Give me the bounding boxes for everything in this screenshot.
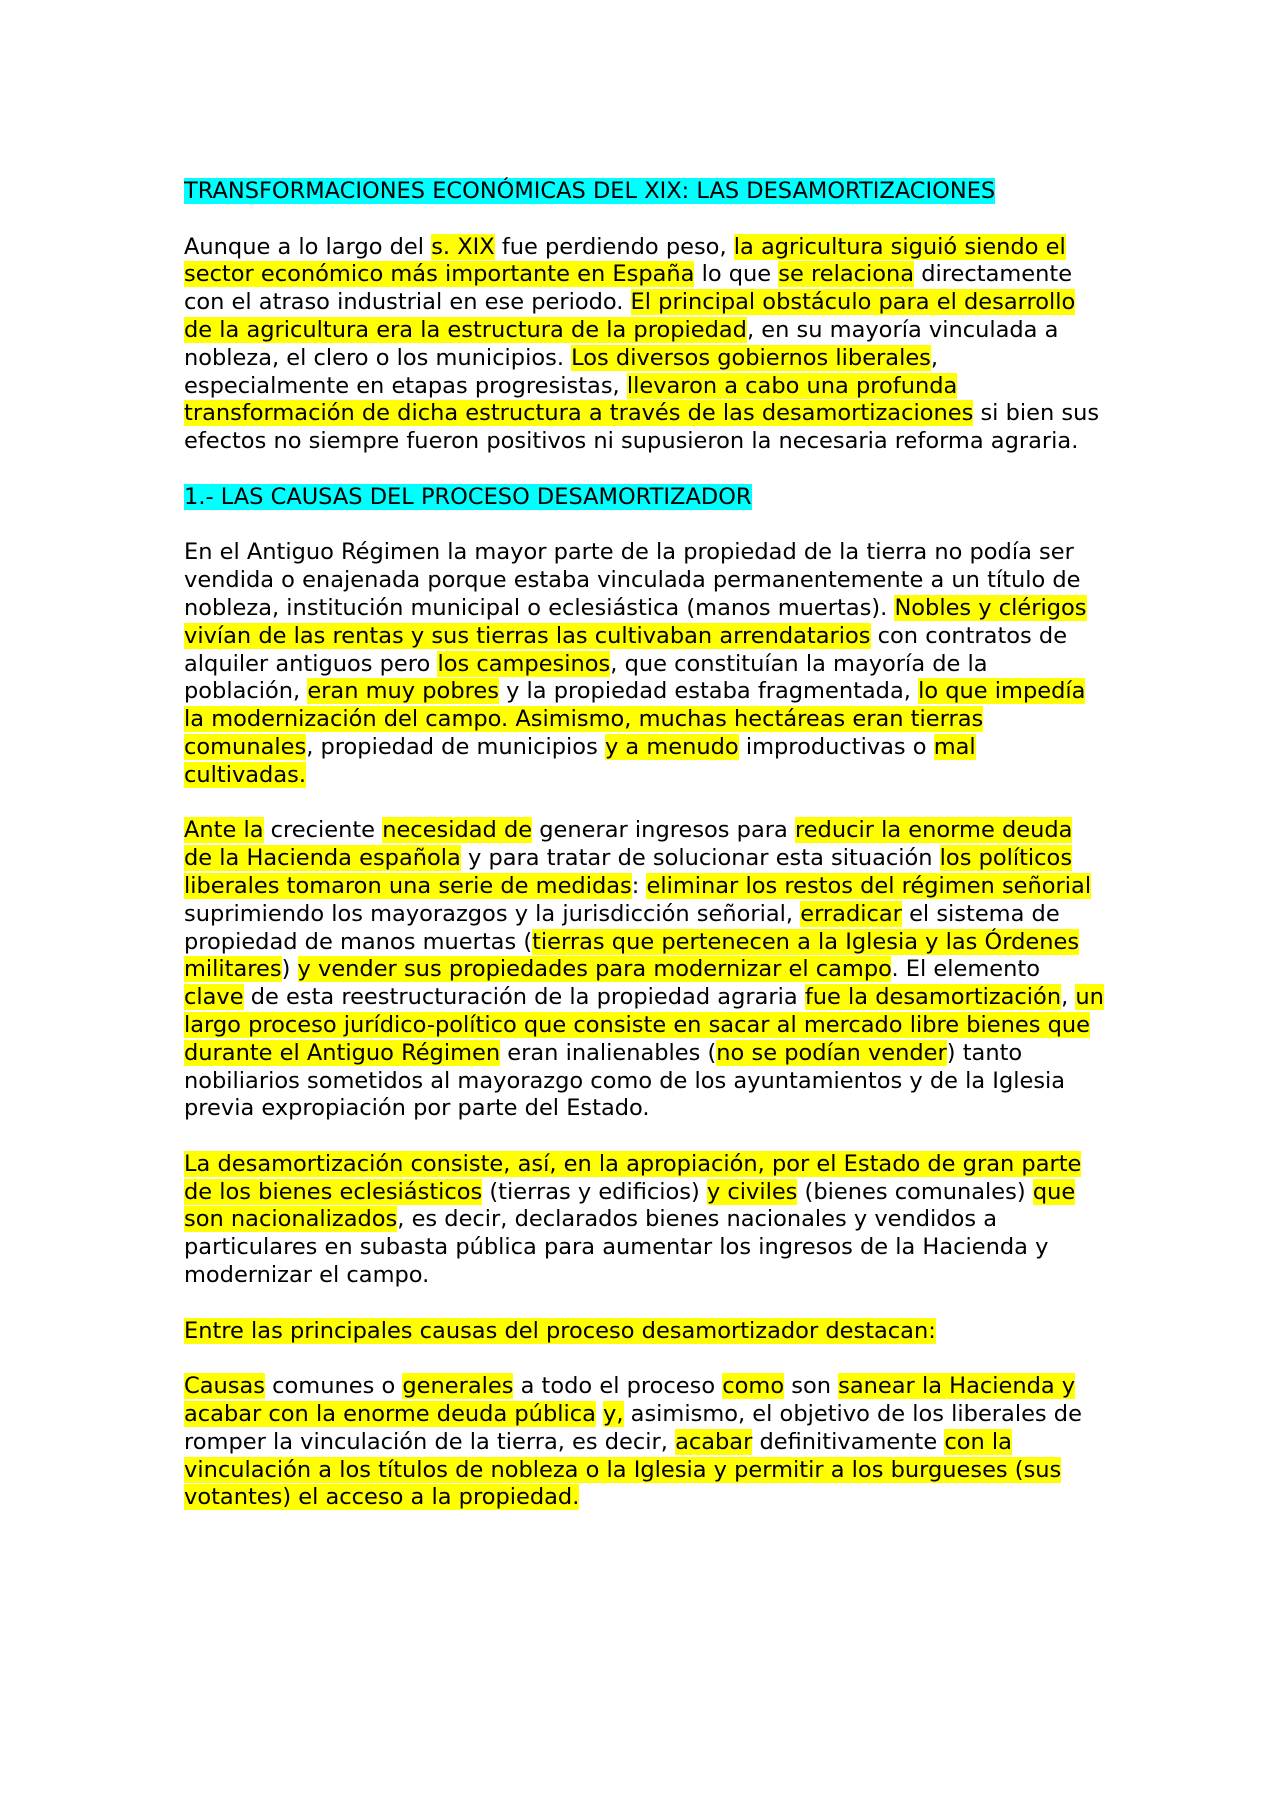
highlighted-text: lo que impedía la modernización del campo. Asimismo, muchas hectáreas eran tierras comunales <box>184 678 1086 760</box>
text-run: improductivas o <box>738 733 934 760</box>
text-run: , <box>1061 984 1076 1011</box>
definicion-paragraph <box>184 1151 1104 1290</box>
text-run: (bienes comunales) <box>797 1178 1033 1205</box>
text-run: definitivamente <box>752 1428 945 1455</box>
text-run: ) tanto nobiliarios sometidos al mayorazgo como de los ayuntamientos y de la Iglesia previa expropiación por parte del Estado. <box>184 1039 1066 1122</box>
highlighted-text: no se podían vender <box>716 1039 947 1066</box>
highlighted-text: La desamortización consiste, así, en la apropiación, por el Estado de gran parte de los bienes eclesiásticos <box>184 1150 1082 1205</box>
text-run: : <box>631 872 647 899</box>
principales-causas-paragraph <box>184 1318 1104 1346</box>
text-run: , especialmente en etapas progresistas, <box>184 344 939 399</box>
document-title-text: TRANSFORMACIONES ECONÓMICAS DEL XIX: LAS DESAMORTIZACIONES <box>184 178 996 204</box>
highlighted-text: llevaron a cabo una profunda transformación de dicha estructura a través de las desamortizaciones <box>184 372 974 427</box>
intro-paragraph <box>184 234 1104 456</box>
highlighted-text: Nobles y clérigos vivían de las rentas y sus tierras las cultivaban arrendatarios <box>184 594 1087 649</box>
section-heading-causas <box>184 484 1104 512</box>
text-run: generar ingresos para <box>532 817 795 844</box>
highlighted-text: sanear la Hacienda y acabar con la enorme deuda pública <box>184 1373 1076 1428</box>
highlighted-text: los políticos liberales tomaron una serie de medidas <box>184 845 1073 899</box>
document-title <box>184 178 1104 206</box>
highlighted-text: los campesinos <box>437 650 611 677</box>
text-run: si bien sus efectos no siempre fueron positivos ni supusieron la necesaria reforma agraria. <box>184 400 1100 455</box>
text-run: a todo el proceso <box>513 1373 723 1400</box>
highlighted-text: mal cultivadas. <box>184 733 976 788</box>
highlighted-text: clave <box>184 984 244 1011</box>
text-run: de esta reestructuración de la propiedad agraria <box>243 984 805 1011</box>
highlighted-text: eran muy pobres <box>307 678 499 705</box>
text-run: suprimiendo los mayorazgos y la jurisdicción señorial, <box>184 900 801 927</box>
highlighted-text: y vender sus propiedades para modernizar el campo <box>297 956 892 983</box>
text-run: , es decir, declarados bienes nacionales y vendidos a particulares en subasta pública para aumentar los ingresos de la Hacienda y modernizar el campo. <box>184 1206 1049 1289</box>
highlighted-text: como <box>722 1373 785 1400</box>
text-run: Aunque a lo largo del <box>184 233 432 260</box>
highlighted-text: Ante la <box>184 817 264 844</box>
text-run: lo que <box>694 261 779 288</box>
highlighted-text: Entre las principales causas del proceso desamortizador destacan: <box>184 1317 936 1344</box>
document-body <box>184 234 1104 1513</box>
text-run: , en su mayoría vinculada a nobleza, el clero o los municipios. <box>184 316 1059 371</box>
text-run: directamente con el atraso industrial en ese periodo. <box>184 261 1073 316</box>
text-run: son <box>784 1373 839 1400</box>
highlighted-text: la agricultura siguió siendo el sector económico más importante en España <box>184 233 1066 288</box>
section-heading-text: 1.- LAS CAUSAS DEL PROCESO DESAMORTIZADOR <box>184 483 752 510</box>
text-run: ) <box>281 956 298 983</box>
text-run: En el Antiguo Régimen la mayor parte de la propiedad de la tierra no podía ser vendida o enajenada porque estaba vinculada permanentemente a un título de nobleza, institución municipal o eclesiástica (manos muertas). <box>184 539 1081 621</box>
text-run: . El elemento <box>891 956 1040 983</box>
highlighted-text: un largo proceso jurídico-político que consiste en sacar al mercado libre bienes que durante el Antiguo Régimen <box>184 984 1104 1066</box>
highlighted-text: eliminar los restos del régimen señorial <box>646 872 1092 899</box>
text-run: y la propiedad estaba fragmentada, <box>498 678 919 705</box>
highlighted-text: generales <box>402 1373 514 1400</box>
highlighted-text: y a menudo <box>604 733 739 760</box>
highlighted-text: Los diversos gobiernos liberales <box>571 344 931 371</box>
antiguo-regimen-paragraph <box>184 539 1104 789</box>
highlighted-text: se relaciona <box>778 261 915 288</box>
highlighted-text: que son nacionalizados <box>184 1178 1076 1233</box>
text-run: , propiedad de municipios <box>306 733 605 760</box>
text-run: eran inalienables ( <box>500 1039 717 1066</box>
text-run <box>596 1401 603 1427</box>
highlighted-text: s. XIX <box>431 233 495 260</box>
text-run: fue perdiendo peso, <box>494 233 734 260</box>
highlighted-text: fue la desamortización <box>804 984 1062 1011</box>
text-run: el sistema de propiedad de manos muertas ( <box>184 900 1060 955</box>
document-page <box>184 178 1104 1540</box>
highlighted-text: y civiles <box>706 1178 798 1205</box>
highlighted-text: erradicar <box>800 900 902 927</box>
causas-comunes-paragraph <box>184 1373 1104 1512</box>
text-run: creciente <box>263 817 383 844</box>
text-run: (tierras y edificios) <box>482 1178 707 1205</box>
highlighted-text: Causas <box>184 1373 265 1400</box>
highlighted-text: El principal obstáculo para el desarrollo de la agricultura era la estructura de la propiedad <box>184 289 1076 343</box>
text-run: , que constituían la mayoría de la población, <box>184 650 988 705</box>
highlighted-text: y, <box>603 1401 624 1428</box>
highlighted-text: acabar <box>675 1428 753 1455</box>
highlighted-text: necesidad de <box>382 817 533 844</box>
text-run: y para tratar de solucionar esta situación <box>460 845 940 872</box>
text-run: con contratos de alquiler antiguos pero <box>184 622 1068 677</box>
highlighted-text: reducir la enorme deuda de la Hacienda española <box>184 817 1073 872</box>
necesidad-paragraph <box>184 817 1104 1123</box>
text-run: asimismo, el objetivo de los liberales de romper la vinculación de la tierra, es decir, <box>184 1401 1082 1455</box>
text-run: comunes o <box>265 1373 403 1400</box>
highlighted-text: tierras que pertenecen a la Iglesia y las Órdenes militares <box>184 928 1080 983</box>
highlighted-text: con la vinculación a los títulos de nobleza o la Iglesia y permitir a los burgueses (sus votantes) el acceso a la propiedad. <box>184 1428 1062 1511</box>
